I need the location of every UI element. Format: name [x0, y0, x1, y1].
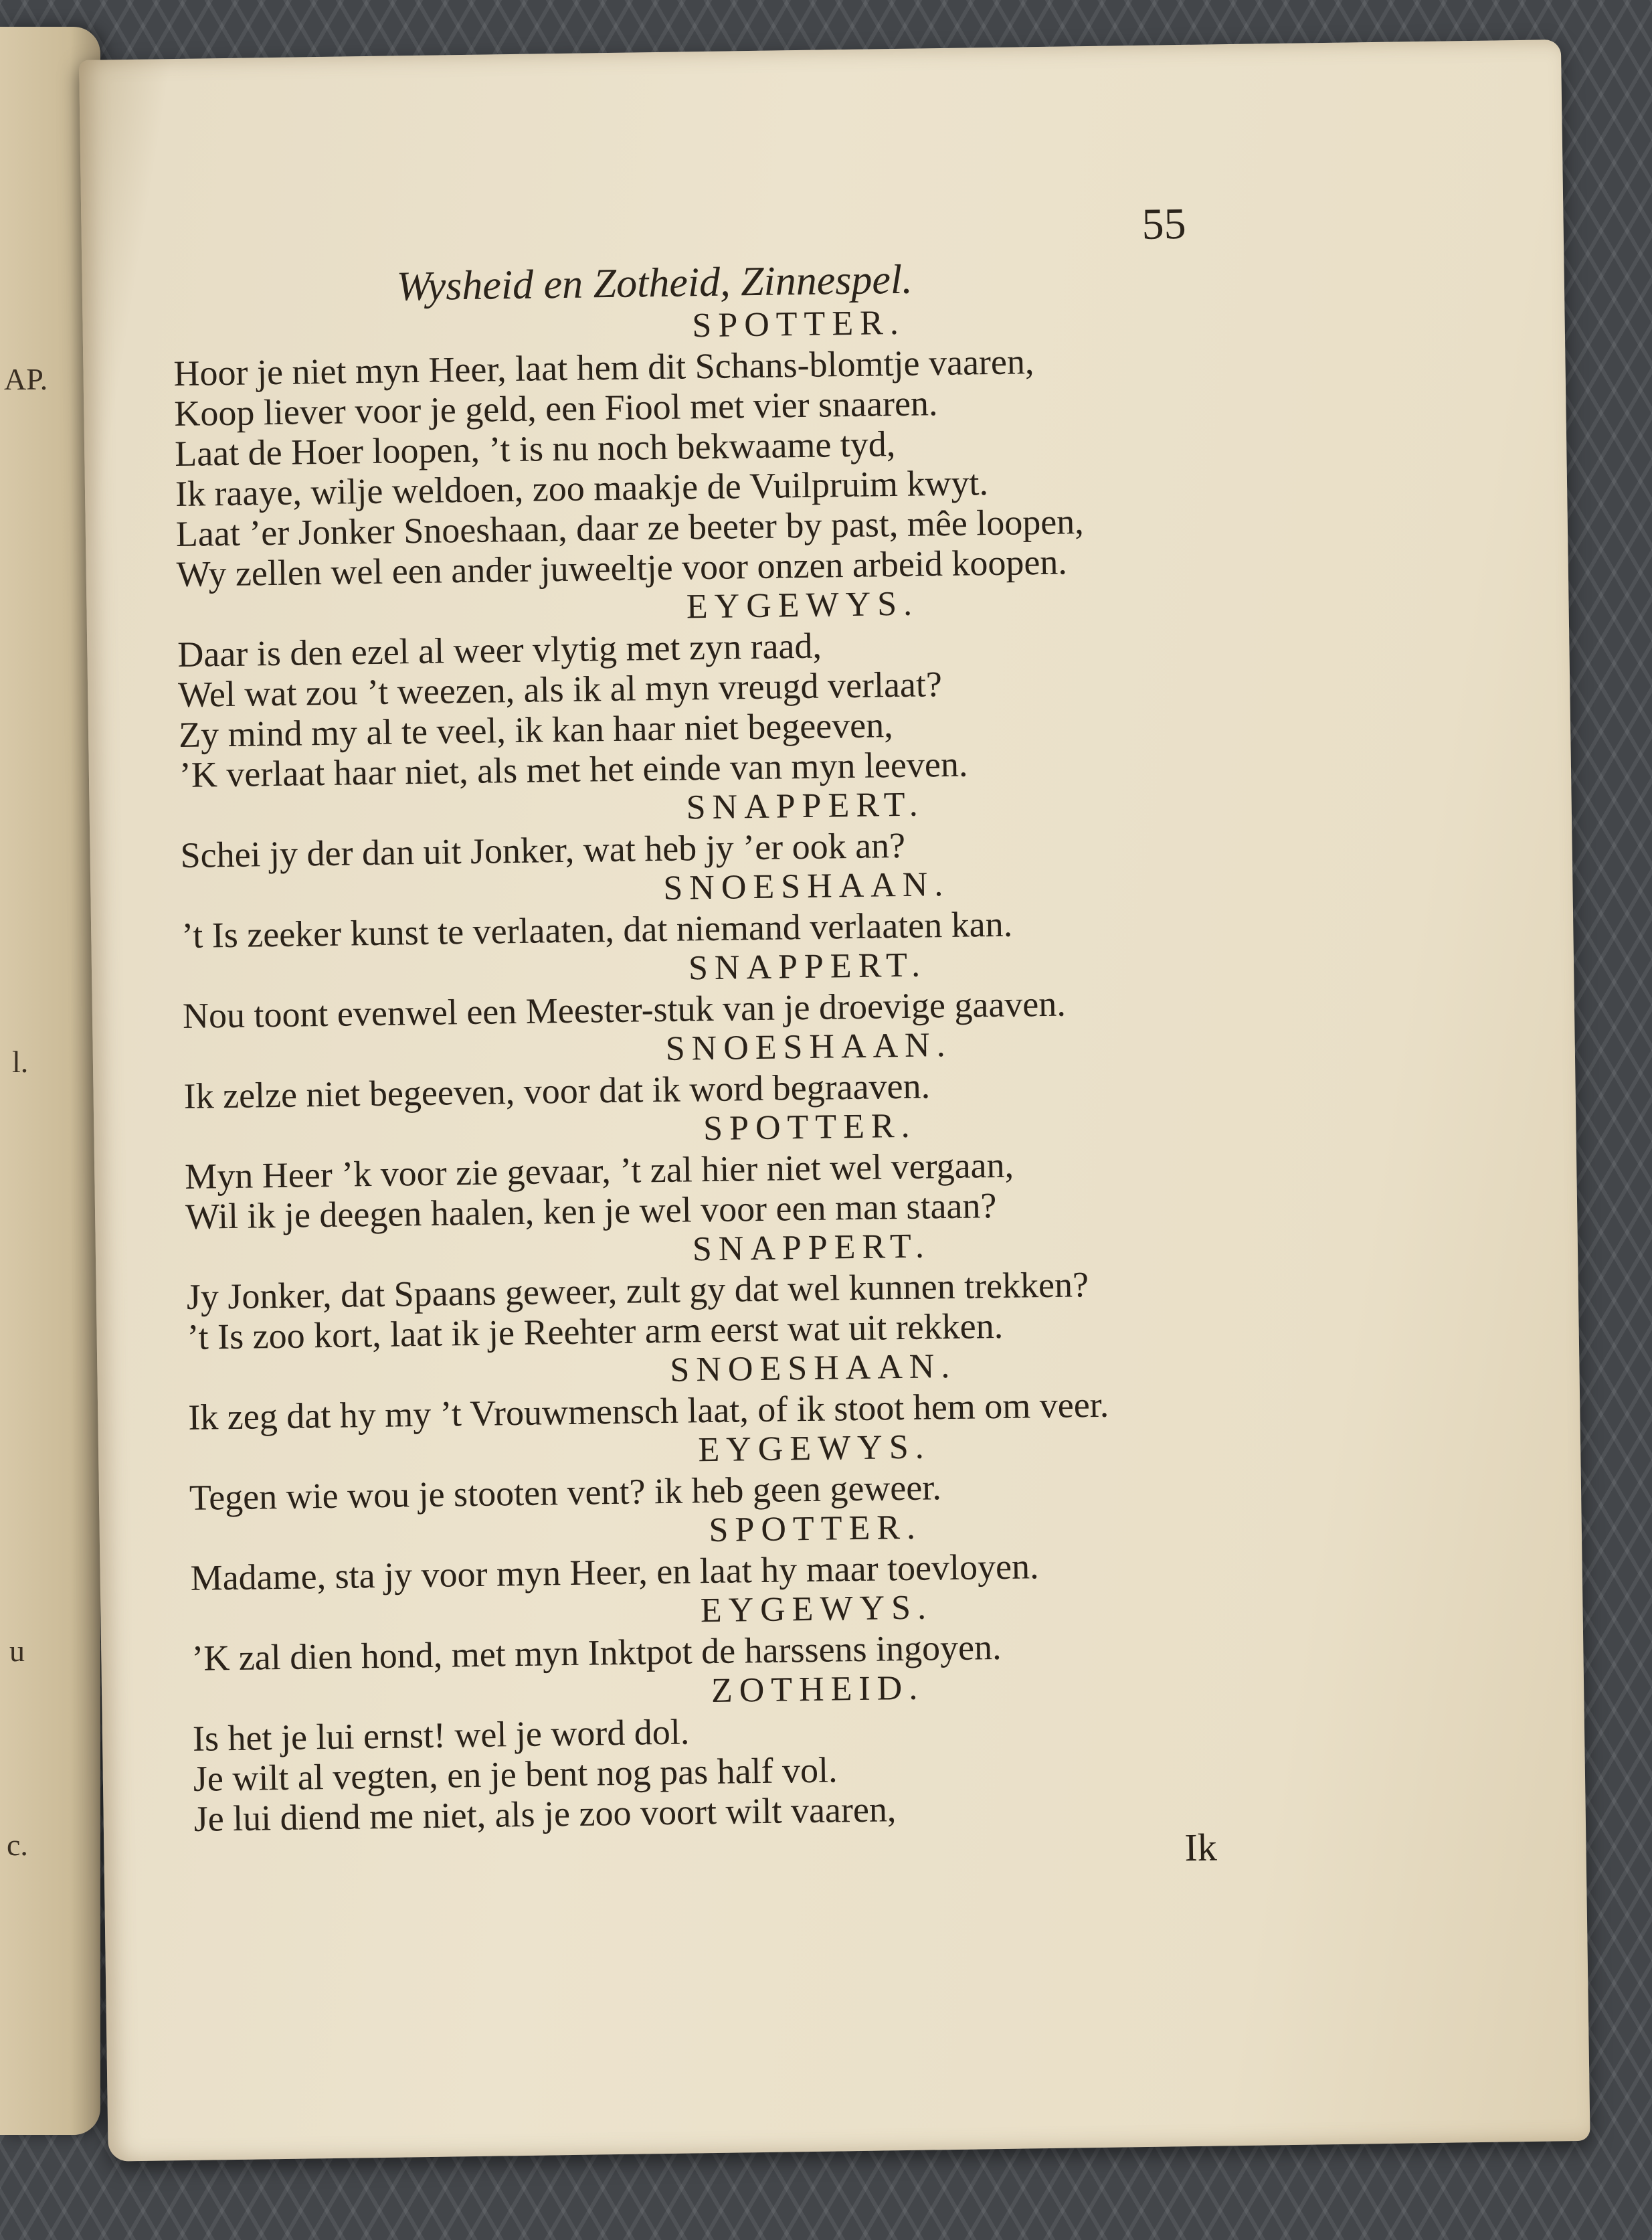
facing-page-fragment: AP.	[4, 362, 48, 396]
verse-line: Ik zelze niet begeeven, voor dat ik word begraaven.	[183, 1065, 931, 1116]
verse-line: Wel wat zou ’t weezen, als ik al myn vreugd verlaat?	[177, 664, 943, 715]
speaker-heading: SNAPPERT.	[688, 946, 927, 988]
verse-line: ’t Is zeeker kunst te verlaaten, dat niemand verlaaten kan.	[181, 903, 1013, 956]
speaker-heading: EYGEWYS.	[700, 1588, 933, 1630]
verse-line: ’K zal dien hond, met myn Inktpot de harssens ingoyen.	[191, 1626, 1002, 1678]
facing-page-fragment: l.	[12, 1045, 29, 1079]
verse-line: Tegen wie wou je stooten vent? ik heb geen geweer.	[189, 1467, 942, 1518]
speaker-heading: SNAPPERT.	[692, 1227, 931, 1269]
page-body	[173, 295, 1499, 1839]
speaker-heading: SPOTTER.	[703, 1106, 917, 1148]
verse-line: Schei jy der dan uit Jonker, wat heb jy ’er ook an?	[180, 825, 906, 875]
verse-line: Je wilt al vegten, en je bent nog pas half vol.	[193, 1749, 838, 1799]
running-head: Wysheid en Zotheid, Zinnespel.	[396, 256, 913, 310]
speaker-heading: SNAPPERT.	[686, 785, 925, 827]
book-page	[79, 39, 1590, 2162]
verse-line: Zy mind my al te veel, ik kan haar niet begeeven,	[178, 705, 894, 756]
speaker-heading: SPOTTER.	[692, 303, 906, 345]
speaker-heading: SPOTTER.	[709, 1508, 923, 1550]
verse-line: Is het je lui ernst! wel je word dol.	[192, 1711, 690, 1759]
verse-line: Je lui diend me niet, als je zoo voort wilt vaaren,	[193, 1789, 897, 1839]
facing-page-fragment: u	[9, 1634, 25, 1668]
verse-line: Wil ik je deegen haalen, ken je wel voor een man staan?	[185, 1185, 997, 1237]
page-number: 55	[1141, 199, 1187, 249]
verse-line: ’t Is zoo kort, laat ik je Reehter arm eerst wat uit rekken.	[187, 1305, 1004, 1357]
speaker-heading: SNOESHAAN.	[670, 1347, 957, 1389]
verse-line: Myn Heer ’k voor zie gevaar, ’t zal hier niet wel vergaan,	[184, 1144, 1014, 1197]
verse-line: Ik zeg dat hy my ’t Vrouwmensch laat, of ik stoot hem om veer.	[187, 1384, 1109, 1438]
catchword: Ik	[1184, 1825, 1218, 1870]
verse-line: Daar is den ezel al weer vlytig met zyn raad,	[177, 625, 822, 675]
verse-line: Laat ’er Jonker Snoeshaan, daar ze beeter by past, mêe loopen,	[175, 501, 1085, 555]
speaker-heading: SNOESHAAN.	[665, 1025, 953, 1068]
verse-line: Nou toont evenwel een Meester-stuk van je droevige gaaven.	[182, 983, 1067, 1036]
speaker-heading: EYGEWYS.	[686, 584, 919, 626]
facing-page-fragment: c.	[7, 1828, 28, 1862]
verse-line: ’K verlaat haar niet, als met het einde van myn leeven.	[179, 744, 968, 796]
speaker-heading: SNOESHAAN.	[662, 865, 950, 908]
verse-line: Ik raaye, wilje weldoen, zoo maakje de Vuilpruim kwyt.	[175, 462, 989, 515]
verse-line: Laat de Hoer loopen, ’t is nu noch bekwaame tyd,	[174, 424, 896, 475]
verse-line: Jy Jonker, dat Spaans geweer, zult gy dat wel kunnen trekken?	[186, 1264, 1089, 1317]
speaker-heading: EYGEWYS.	[698, 1428, 931, 1470]
speaker-heading: ZOTHEID.	[711, 1668, 925, 1711]
verse-line: Madame, sta jy voor myn Heer, en laat hy maar toevloyen.	[190, 1546, 1039, 1598]
verse-line: Hoor je niet myn Heer, laat hem dit Schans-blomtje vaaren,	[173, 341, 1034, 394]
verse-line: Wy zellen wel een ander juweeltje voor onzen arbeid koopen.	[176, 541, 1068, 595]
verse-line: Koop liever voor je geld, een Fiool met vier snaaren.	[173, 383, 938, 434]
